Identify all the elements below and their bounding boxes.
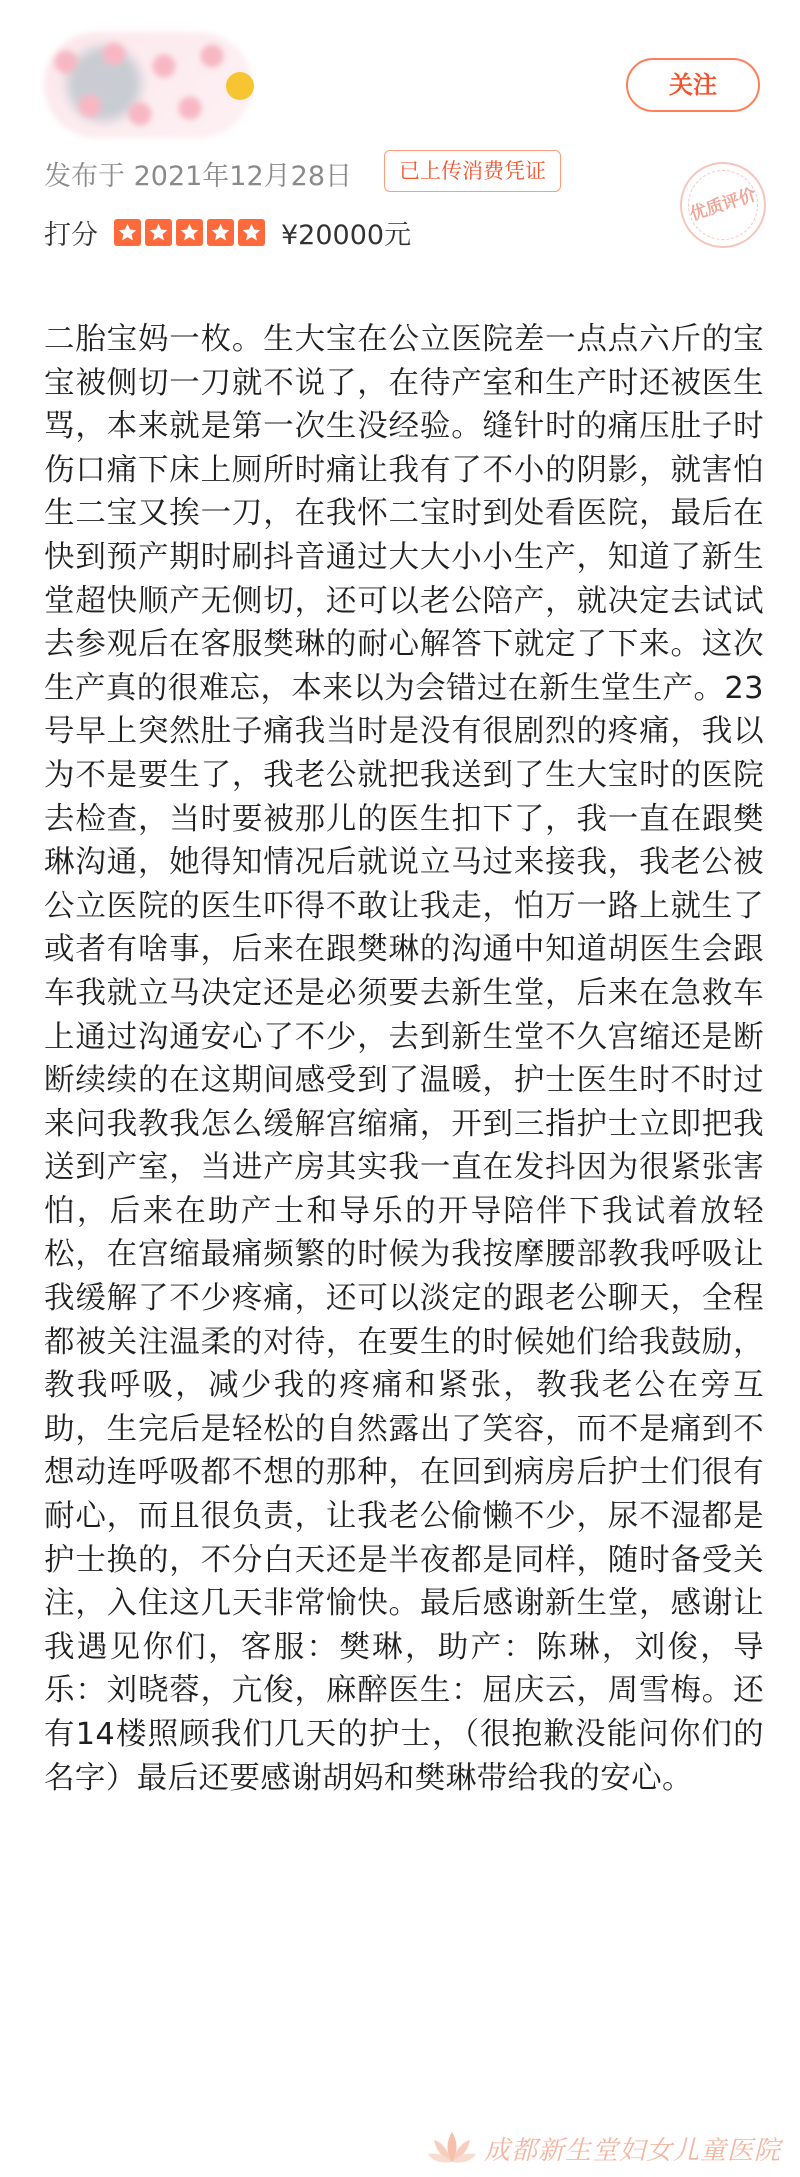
avatar-badge-icon: [226, 72, 254, 100]
price-label: ¥20000元: [281, 219, 412, 251]
quality-seal-text: 优质评价: [687, 184, 759, 226]
star-icon: [114, 219, 141, 246]
review-header: [0, 0, 800, 300]
follow-button[interactable]: 关注: [626, 58, 760, 112]
quality-review-seal-icon: [669, 151, 777, 259]
rating-row: [44, 212, 411, 252]
post-date: 发布于 2021年12月28日: [44, 161, 353, 192]
lotus-icon: [428, 2128, 476, 2168]
star-icon: [176, 219, 203, 246]
watermark-text: 成都新生堂妇女儿童医院: [484, 2135, 782, 2166]
avatar[interactable]: [44, 32, 252, 138]
star-icon: [207, 219, 234, 246]
rating-label: 打分: [44, 219, 98, 251]
rating-stars: [114, 219, 269, 246]
hospital-watermark: [428, 2126, 781, 2170]
review-body: 二胎宝妈一枚。生大宝在公立医院差一点点六斤的宝宝被侧切一刀就不说了，在待产室和生产时还被医生骂，本来就是第一次生没经验。缝针时的痛压肚子时伤口痛下床上厕所时痛让我有了不小的阴影，就害怕生二宝又挨一刀，在我怀二宝时到处看医院，最后在快到预产期时刷抖音通过大大小小生产，知道了新生堂超快顺产无侧切，还可以老公陪产，就决定去试试去参观后在客服樊琳的耐心解答下就定了下来。这次生产真的很难忘，本来以为会错过在新生堂生产。23号早上突然肚子痛我当时是没有很剧烈的疼痛，我以为不是要生了，我老公就把我送到了生大宝时的医院去检查，当时要被那儿的医生扣下了，我一直在跟樊琳沟通，她得知情况后就说立马过来接我，我老公被公立医院的医生吓得不敢让我走，怕万一路上就生了或者有啥事，后来在跟樊琳的沟通中知道胡医生会跟车我就立马决定还是必须要去新生堂，后来在急救车上通过沟通安心了不少，去到新生堂不久宫缩还是断断续续的在这期间感受到了温暖，护士医生时不时过来问我教我怎么缓解宫缩痛，开到三指护士立即把我送到产室，当进产房其实我一直在发抖因为很紧张害怕，后来在助产士和导乐的开导陪伴下我试着放轻松，在宫缩最痛频繁的时候为我按摩腰部教我呼吸让我缓解了不少疼痛，还可以淡定的跟老公聊天，全程都被关注温柔的对待，在要生的时候她们给我鼓励，教我呼吸，减少我的疼痛和紧张，教我老公在旁互助，生完后是轻松的自然露出了笑容，而不是痛到不想动连呼吸都不想的那种，在回到病房后护士们很有耐心，而且很负责，让我老公偷懒不少，尿不湿都是护士换的，不分白天还是半夜都是同样，随时备受关注，入住这几天非常愉快。最后感谢新生堂，感谢让我遇见你们，客服：樊琳，助产：陈琳，刘俊，导乐：刘晓蓉，亢俊，麻醉医生：屈庆云，周雪梅。还有14楼照顾我们几天的护士，（很抱歉没能问你们的名字）最后还要感谢胡妈和樊琳带给我的安心。: [44, 322, 764, 1796]
star-icon: [238, 219, 265, 246]
receipt-uploaded-badge: 已上传消费凭证: [384, 150, 561, 192]
star-icon: [145, 219, 172, 246]
